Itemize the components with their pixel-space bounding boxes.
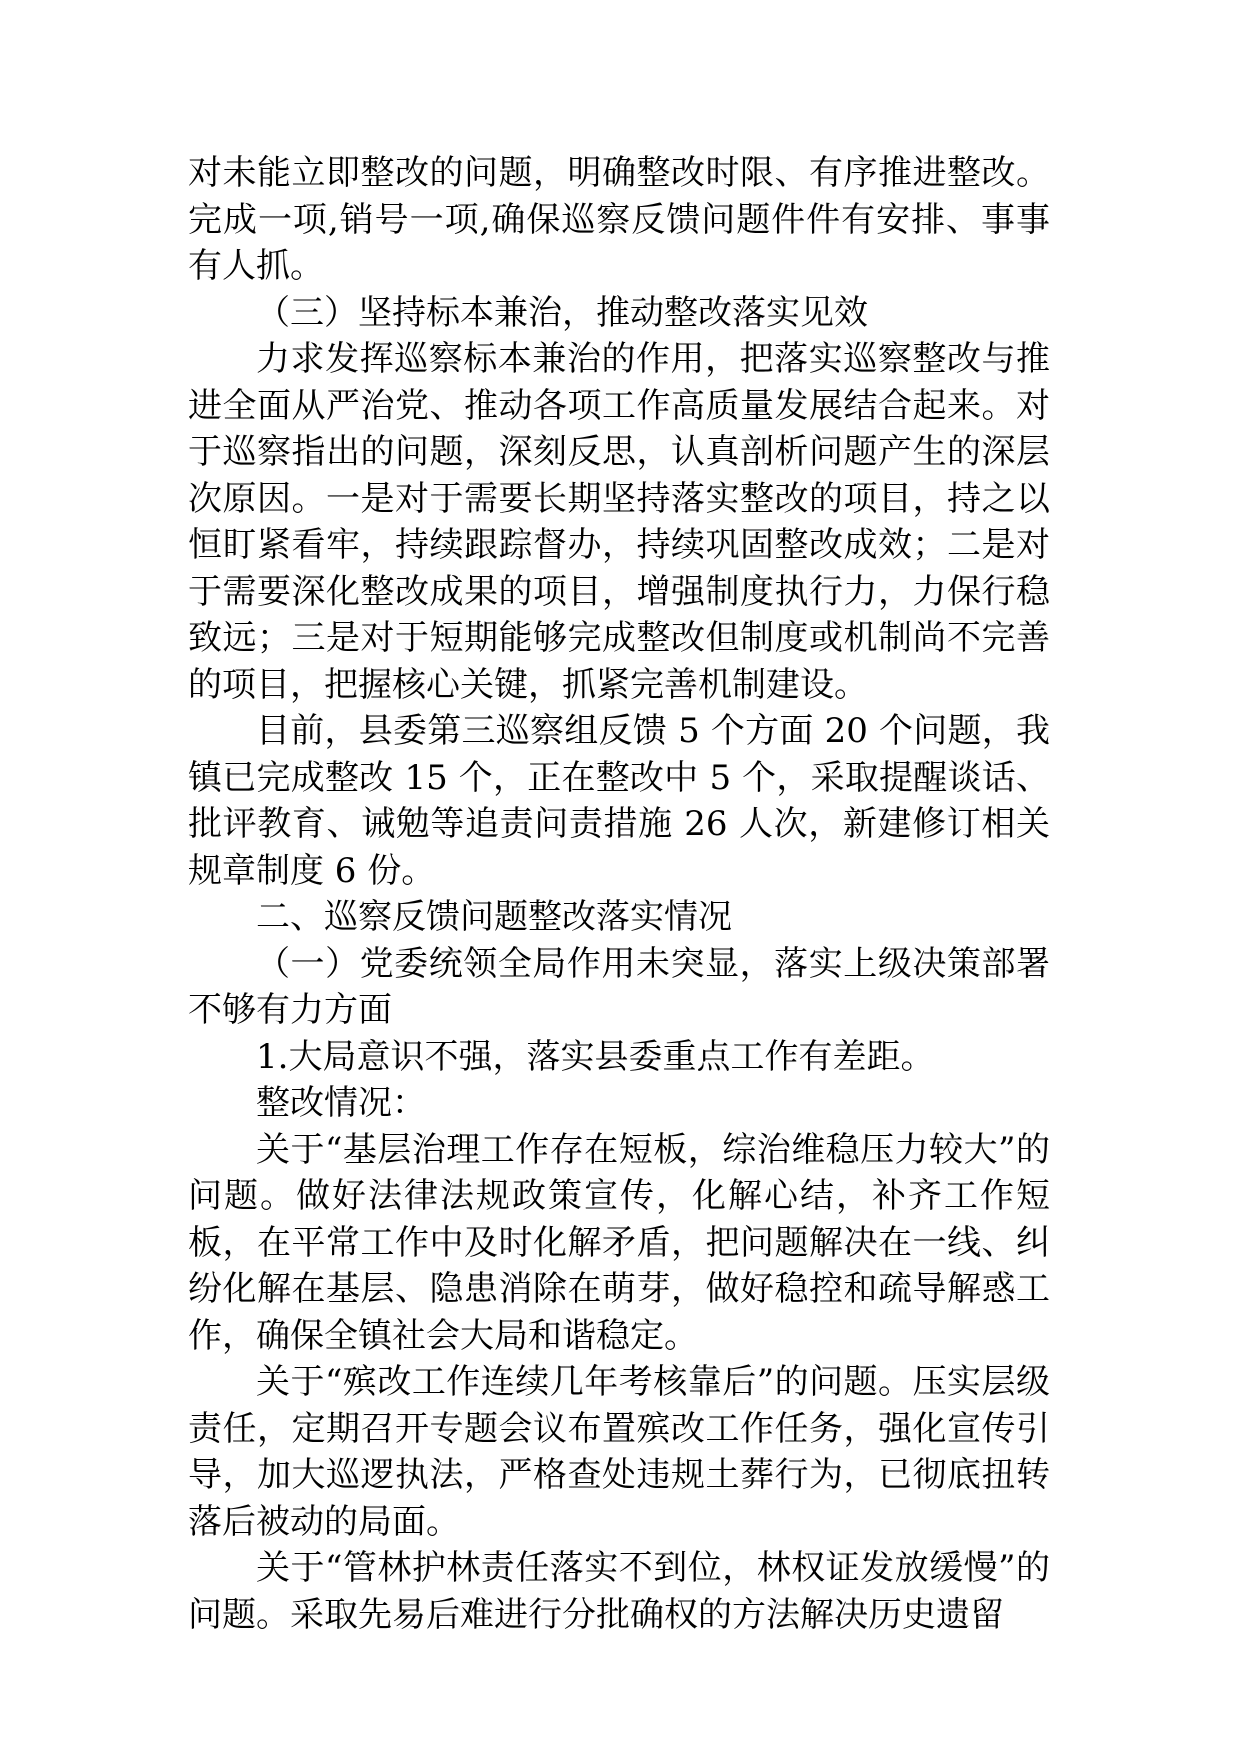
document-body xyxy=(188,150,1050,1638)
rectification-label: 整改情况： xyxy=(256,1083,426,1123)
section-heading-3: （三）坚持标本兼治，推动整改落实见效 xyxy=(256,292,868,333)
paragraph-1: 对未能立即整改的问题，明确整改时限、有序推进整改。完成一项,销号一项,确保巡察反馈问题件件有安排、事事有人抓。 xyxy=(188,153,1050,286)
item-heading-1: 1.大局意识不强，落实县委重点工作有差距。 xyxy=(256,1036,935,1077)
paragraph-9: 关于“基层治理工作存在短板，综治维稳压力较大”的问题。做好法律法规政策宣传，化解心结，补齐工作短板，在平常工作中及时化解矛盾，把问题解决在一线、纠纷化解在基层、隐患消除在萌芽，做好稳控和疏导解惑工作，确保全镇社会大局和谐稳定。 xyxy=(188,1129,1050,1356)
paragraph-4: 目前，县委第三巡察组反馈 5 个方面 20 个问题，我镇已完成整改 15 个，正在整改中 5 个，采取提醒谈话、批评教育、诫勉等追责问责措施 26 人次，新建修订相关规章制度 6 份。 xyxy=(188,711,1050,891)
section-heading-2: 二、巡察反馈问题整改落实情况 xyxy=(256,897,732,937)
paragraph-10: 关于“殡改工作连续几年考核靠后”的问题。压实层级责任，定期召开专题会议布置殡改工作任务，强化宣传引导，加大巡逻执法，严格查处违规土葬行为，已彻底扭转落后被动的局面。 xyxy=(188,1362,1050,1542)
paragraph-3: 力求发挥巡察标本兼治的作用，把落实巡察整改与推进全面从严治党、推动各项工作高质量发展结合起来。对于巡察指出的问题，深刻反思，认真剖析问题产生的深层次原因。一是对于需要长期坚持落实整改的项目，持之以恒盯紧看牢，持续跟踪督办，持续巩固整改成效；二是对于需要深化整改成果的项目，增强制度执行力，力保行稳致远；三是对于短期能够完成整改但制度或机制尚不完善的项目，把握核心关键，抓紧完善机制建设。 xyxy=(188,339,1050,705)
paragraph-11: 关于“管林护林责任落实不到位，林权证发放缓慢”的问题。采取先易后难进行分批确权的方法解决历史遗留 xyxy=(188,1548,1050,1635)
subsection-heading-1: （一）党委统领全局作用未突显，落实上级决策部署不够有力方面 xyxy=(188,943,1050,1030)
